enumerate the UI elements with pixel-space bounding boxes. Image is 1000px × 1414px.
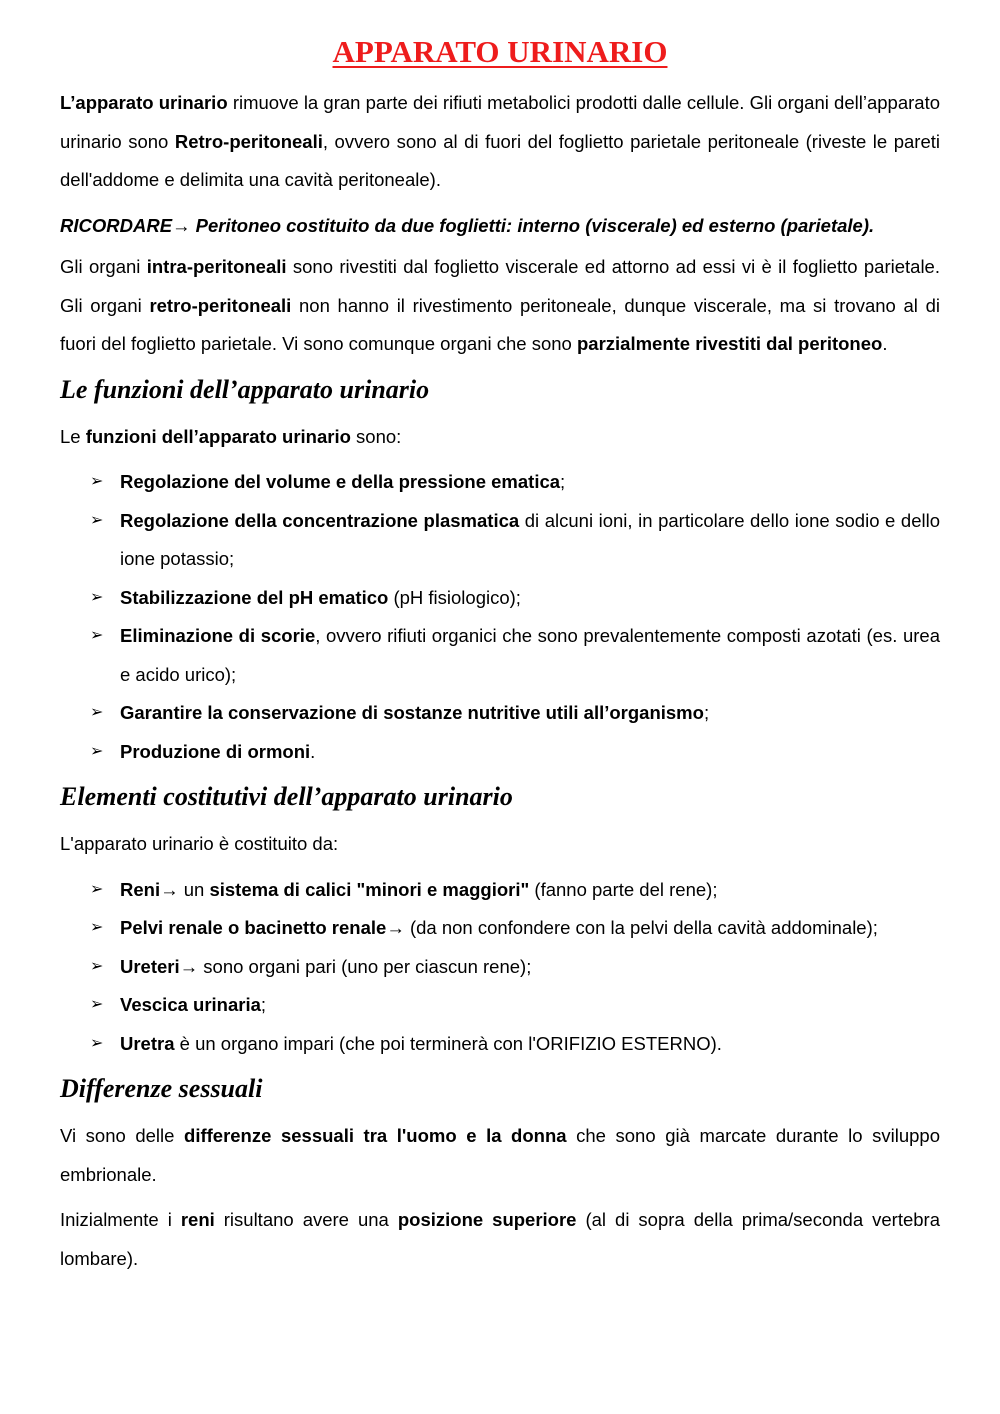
bold-text: Regolazione della concentrazione plasmatica — [120, 509, 520, 531]
list-item — [60, 463, 940, 502]
list-item — [60, 909, 940, 948]
bold-text: parzialmente rivestiti dal peritoneo — [576, 333, 883, 354]
text-run: Le — [60, 425, 86, 447]
elements-lead — [60, 825, 940, 864]
arrow-bullet-icon: ➢ — [90, 511, 104, 529]
bold-text: retro-peritoneali — [149, 294, 292, 316]
text-run: (al di sopra della prima/seconda vertebra lombare). — [60, 1209, 940, 1269]
text-run: Inizialmente i — [60, 1209, 181, 1230]
arrow-bullet-icon: ➢ — [90, 742, 104, 760]
remember-note: RICORDARE→ Peritoneo costituito da due foglietti: interno (viscerale) ed esterno (parietale). — [60, 214, 875, 236]
differences-paragraph-1 — [60, 1117, 940, 1194]
section-heading-elements: Elementi costitutivi dell’apparato urinario — [60, 782, 513, 811]
list-item — [60, 502, 940, 579]
text-run: sono: — [350, 425, 402, 447]
bold-text: Vescica urinaria — [120, 994, 261, 1015]
section-heading-functions: Le funzioni dell’apparato urinario — [60, 374, 430, 404]
bold-text: Pelvi renale o bacinetto renale — [120, 917, 387, 938]
text-run: . — [310, 740, 316, 762]
list-item — [60, 986, 940, 1025]
text-run: sono rivestiti dal foglietto viscerale ed attorno ad essi vi è il foglietto parietale. Gli organi — [60, 256, 940, 316]
functions-lead — [60, 418, 940, 457]
bold-text: reni — [180, 1209, 215, 1230]
arrow-bullet-icon: ➢ — [90, 704, 104, 721]
list-item — [60, 1025, 940, 1064]
text-run: ; — [703, 702, 710, 723]
text-run: Gli organi — [60, 256, 147, 277]
functions-list — [60, 463, 940, 771]
list-item — [60, 617, 940, 694]
text-run: → sono organi pari (uno per ciascun rene); — [179, 955, 532, 977]
bold-text: posizione superiore — [397, 1209, 577, 1230]
text-run: , ovvero rifiuti organici che sono prevalentemente composti azotati (es. urea e acido urico); — [120, 625, 940, 685]
arrow-bullet-icon: ➢ — [90, 1034, 104, 1052]
arrow-bullet-icon: ➢ — [90, 473, 104, 490]
bold-text: funzioni dell’apparato urinario — [85, 425, 351, 447]
page-title: APPARATO URINARIO — [332, 34, 668, 69]
list-item — [60, 871, 940, 910]
intro-paragraph-1 — [60, 84, 940, 200]
text-run: L'apparato urinario è costituito da: — [60, 833, 339, 854]
bold-text: Garantire la conservazione di sostanze nutritive utili all’organismo — [120, 702, 704, 723]
bold-text: intra-peritoneali — [146, 256, 287, 277]
elements-list — [60, 871, 940, 1064]
text-run: che sono già marcate durante lo sviluppo embrionale. — [60, 1125, 940, 1185]
text-run: è un organo impari (che poi terminerà con l'ORIFIZIO ESTERNO). — [174, 1032, 722, 1054]
text-run: → un — [160, 878, 210, 900]
arrow-bullet-icon: ➢ — [90, 919, 104, 936]
arrow-bullet-icon: ➢ — [90, 996, 104, 1013]
bold-text: Eliminazione di scorie — [120, 625, 316, 646]
text-run: ; — [260, 994, 267, 1015]
list-item — [60, 579, 940, 618]
bold-text: Stabilizzazione del pH ematico — [120, 586, 389, 608]
text-run: rimuove la gran parte dei rifiuti metabolici prodotti dalle cellule. Gli organi dell’apparato urinario sono — [60, 92, 940, 152]
text-run: . — [882, 333, 888, 354]
arrow-bullet-icon: ➢ — [90, 880, 104, 898]
text-run: (pH fisiologico); — [388, 586, 521, 608]
text-run: risultano avere una — [214, 1209, 398, 1230]
intro-paragraph-2 — [60, 248, 940, 364]
bold-text: differenze sessuali tra l'uomo e la donna — [184, 1125, 567, 1146]
text-run: di alcuni ioni, in particolare dello ione sodio e dello ione potassio; — [120, 509, 940, 569]
bold-text: Retro-peritoneali — [174, 130, 323, 152]
bold-text: Reni — [120, 878, 161, 900]
text-run: non hanno il rivestimento peritoneale, dunque viscerale, ma si trovano al di fuori del foglietto parietale. Vi sono comunque organi che sono — [60, 294, 940, 354]
bold-text: Uretra — [120, 1032, 175, 1054]
list-item — [60, 948, 940, 987]
text-run: (fanno parte del rene); — [529, 878, 718, 900]
bold-text: Ureteri — [120, 955, 180, 977]
text-run: ; — [560, 471, 566, 492]
text-run: → (da non confondere con la pelvi della cavità addominale); — [386, 917, 878, 938]
differences-paragraph-2 — [60, 1201, 940, 1278]
bold-text: Regolazione del volume e della pressione ematica — [120, 471, 561, 492]
list-item — [60, 694, 940, 733]
list-item — [60, 733, 940, 772]
text-run: , ovvero sono al di fuori del foglietto parietale peritoneale (riveste le pareti dell'addome e delimita una cavità peritoneale). — [60, 130, 940, 190]
text-run: Vi sono delle — [60, 1125, 185, 1146]
bold-text: L’apparato urinario — [60, 92, 228, 113]
arrow-bullet-icon: ➢ — [90, 957, 104, 975]
arrow-bullet-icon: ➢ — [90, 627, 104, 644]
section-heading-differences: Differenze sessuali — [60, 1074, 263, 1103]
arrow-bullet-icon: ➢ — [90, 588, 104, 606]
bold-text: sistema di calici "minori e maggiori" — [209, 878, 530, 900]
bold-text: Produzione di ormoni — [120, 740, 311, 762]
